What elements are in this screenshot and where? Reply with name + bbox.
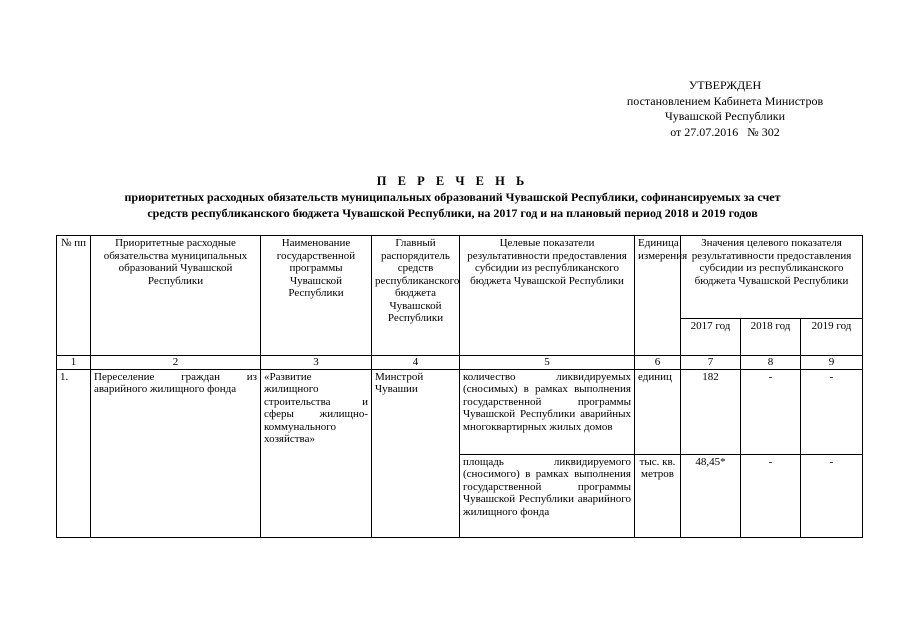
column-number: 6 xyxy=(635,356,681,370)
header-indicators: Целевые показатели результативности предоставления субсидии из республиканского бюджета Чувашской Республики xyxy=(460,236,635,356)
row-value-2017: 182 xyxy=(681,369,741,454)
subtitle-line: средств республиканского бюджета Чувашской Республики, на 2017 год и на плановый период 2018 и 2019 годов xyxy=(147,206,758,220)
obligations-table xyxy=(56,235,863,538)
document-title: П Е Р Е Ч Е Н Ь xyxy=(376,174,529,188)
row-value-2019: - xyxy=(801,369,863,454)
header-unit: Единица измерения xyxy=(635,236,681,356)
header-obligations: Приоритетные расходные обязательства муниципальных образований Чувашской Республики xyxy=(91,236,261,356)
row-obligation: Переселение граждан из аварийного жилищного фонда xyxy=(91,369,261,537)
document-subtitle xyxy=(40,189,865,221)
approval-block xyxy=(600,78,850,140)
row-indicator-text: площадь ликвидируемого (сносимого) в рамках выполнения государственной программы Чувашской Республики аварийного жилищного фонда xyxy=(460,454,635,537)
column-number: 8 xyxy=(741,356,801,370)
header-year-2018: 2018 год xyxy=(741,319,801,356)
table-header-row xyxy=(57,236,863,319)
column-number: 9 xyxy=(801,356,863,370)
row-indicator-unit: тыс. кв. метров xyxy=(635,454,681,537)
header-year-2019: 2019 год xyxy=(801,319,863,356)
approval-heading: УТВЕРЖДЕН xyxy=(688,78,762,92)
header-year-2017: 2017 год xyxy=(681,319,741,356)
approval-line: Чувашской Республики xyxy=(664,109,786,123)
column-number: 7 xyxy=(681,356,741,370)
row-manager: Минстрой Чувашии xyxy=(372,369,460,537)
column-number: 4 xyxy=(372,356,460,370)
row-value-2018: - xyxy=(741,454,801,537)
row-indicator-text: количество ликвидируемых (сносимых) в рамках выполнения государственной программы Чувашской Республики аварийных многоквартирных жилых домов xyxy=(460,369,635,454)
column-number: 5 xyxy=(460,356,635,370)
column-number-row xyxy=(57,356,863,370)
column-number: 3 xyxy=(261,356,372,370)
header-manager: Главный распорядитель средств республиканского бюджета Чувашской Республики xyxy=(372,236,460,356)
approval-date: от 27.07.2016 № 302 xyxy=(670,124,780,139)
row-value-2018: - xyxy=(741,369,801,454)
row-program: «Развитие жилищного строительства и сферы жилищно-коммунального хозяйства» xyxy=(261,369,372,537)
header-program: Наименование государственной программы Чувашской Республики xyxy=(261,236,372,356)
header-num: № пп xyxy=(57,236,91,356)
column-number: 2 xyxy=(91,356,261,370)
table-row xyxy=(57,369,863,454)
column-number: 1 xyxy=(57,356,91,370)
row-value-2019: - xyxy=(801,454,863,537)
row-num: 1. xyxy=(57,369,91,537)
approval-line: постановлением Кабинета Министров xyxy=(626,93,824,108)
header-values: Значения целевого показателя результативности предоставления субсидии из республиканского бюджета Чувашской Республики xyxy=(681,236,863,319)
row-value-2017: 48,45* xyxy=(681,454,741,537)
row-indicator-unit: единиц xyxy=(635,369,681,454)
subtitle-line: приоритетных расходных обязательств муниципальных образований Чувашской Республики, софинансируемых за счет xyxy=(124,190,781,204)
